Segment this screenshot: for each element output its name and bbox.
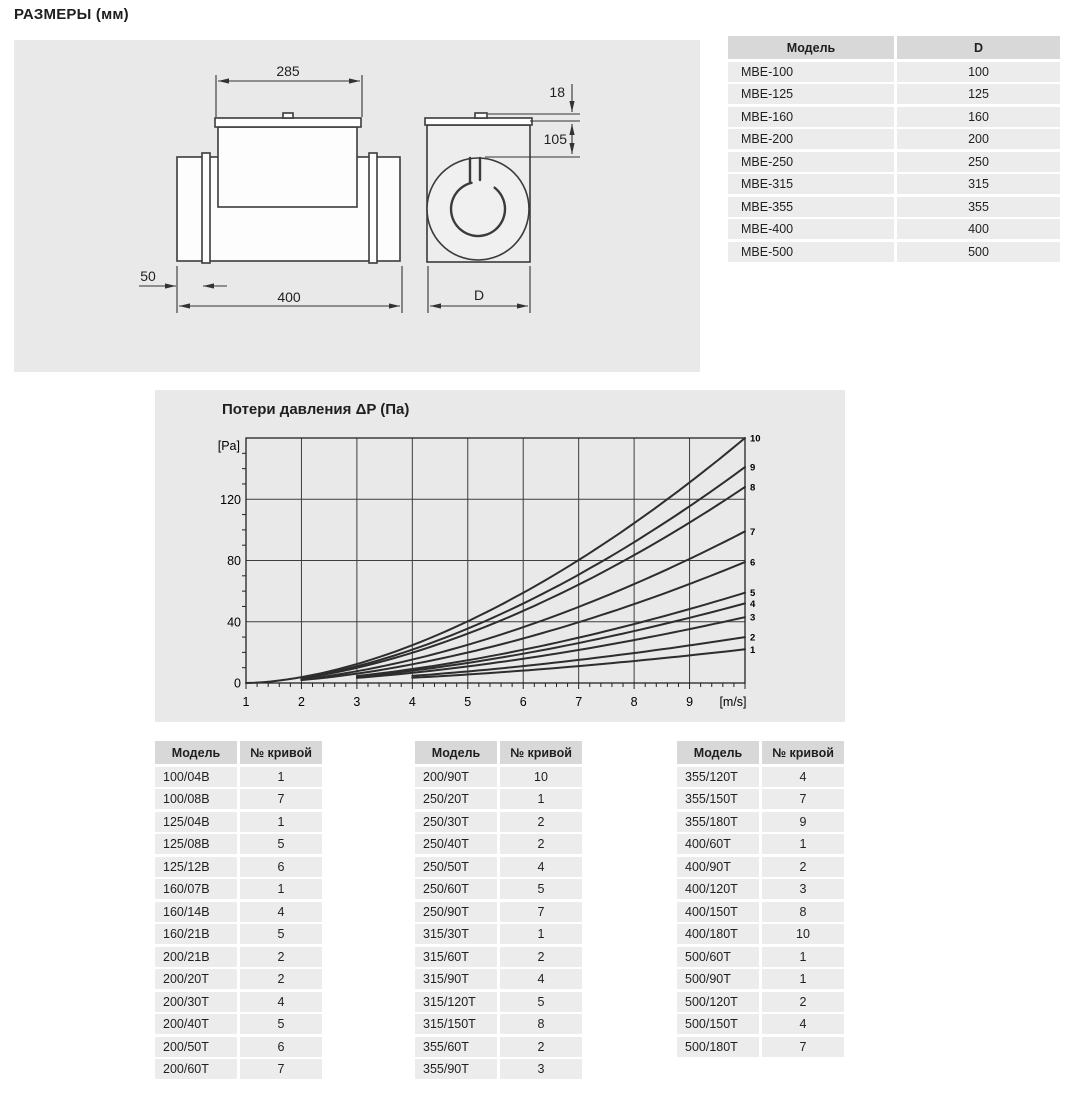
table-row <box>677 789 844 809</box>
table-row <box>415 1059 582 1079</box>
value-cell: 7 <box>500 902 582 922</box>
model-cell: 200/90T <box>415 767 497 787</box>
model-cell: 400/120T <box>677 879 759 899</box>
x-tick-label: 3 <box>353 695 361 709</box>
model-cell: 100/04B <box>155 767 237 787</box>
value-cell: 4 <box>500 857 582 877</box>
chart-title: Потери давления ΔP (Па) <box>222 401 410 418</box>
table-row <box>155 812 322 832</box>
curve-label-10: 10 <box>750 433 761 445</box>
box-lid <box>215 118 361 127</box>
table-header-row <box>728 36 1060 59</box>
model-cell: 100/08B <box>155 789 237 809</box>
curve-4 <box>357 603 745 676</box>
value-cell: 3 <box>500 1059 582 1079</box>
value-cell: 8 <box>500 1014 582 1034</box>
model-cell: 500/150T <box>677 1014 759 1034</box>
curve-label-1: 1 <box>750 644 756 656</box>
x-tick-label: 9 <box>686 695 694 709</box>
value-cell: 1 <box>500 789 582 809</box>
model-cell: MBE-125 <box>728 84 894 104</box>
model-cell: MBE-160 <box>728 107 894 127</box>
dim-label-50: 50 <box>140 268 156 284</box>
table-row <box>677 947 844 967</box>
model-cell: MBE-500 <box>728 242 894 262</box>
value-cell: 4 <box>762 1014 844 1034</box>
model-cell: 125/08B <box>155 834 237 854</box>
table-row <box>728 174 1060 194</box>
model-cell: 355/180T <box>677 812 759 832</box>
value-cell: 1 <box>762 969 844 989</box>
end-lid-knob <box>475 113 487 118</box>
table-header-row <box>677 741 844 764</box>
table-row <box>415 812 582 832</box>
value-cell: 1 <box>240 812 322 832</box>
y-axis-unit: [Pa] <box>217 439 240 453</box>
value-cell: 100 <box>897 62 1060 82</box>
end-lid <box>425 118 532 125</box>
value-cell: 10 <box>762 924 844 944</box>
model-cell: 400/150T <box>677 902 759 922</box>
table-row <box>728 84 1060 104</box>
value-cell: 125 <box>897 84 1060 104</box>
table-row <box>155 767 322 787</box>
model-cell: 125/12B <box>155 857 237 877</box>
value-cell: 1 <box>500 924 582 944</box>
value-cell: 4 <box>500 969 582 989</box>
table-row <box>155 879 322 899</box>
model-cell: 500/60T <box>677 947 759 967</box>
table-row <box>728 219 1060 239</box>
table-row <box>677 924 844 944</box>
model-cell: MBE-250 <box>728 152 894 172</box>
table-row <box>415 879 582 899</box>
value-cell: 160 <box>897 107 1060 127</box>
value-cell: 4 <box>240 902 322 922</box>
table-row <box>155 1037 322 1057</box>
table-row <box>415 1014 582 1034</box>
duct-circle <box>427 158 529 260</box>
value-cell: 2 <box>762 992 844 1012</box>
model-cell: 315/150T <box>415 1014 497 1034</box>
model-cell: MBE-100 <box>728 62 894 82</box>
lid-knob <box>283 113 293 118</box>
x-tick-label: 7 <box>575 695 583 709</box>
x-tick-label: 4 <box>408 695 416 709</box>
table-header-row <box>155 741 322 764</box>
x-tick-label: 1 <box>242 695 250 709</box>
table-row <box>155 992 322 1012</box>
curve-label-3: 3 <box>750 612 756 624</box>
model-cell: 500/180T <box>677 1037 759 1057</box>
value-cell: 355 <box>897 197 1060 217</box>
model-cell: 400/90T <box>677 857 759 877</box>
value-cell: 1 <box>240 879 322 899</box>
flange-right <box>369 153 377 263</box>
table-row <box>155 947 322 967</box>
value-cell: 8 <box>762 902 844 922</box>
model-cell: 315/30T <box>415 924 497 944</box>
table-row <box>728 62 1060 82</box>
value-cell: 400 <box>897 219 1060 239</box>
curve-label-4: 4 <box>750 598 756 610</box>
x-tick-label: 5 <box>464 695 472 709</box>
value-cell: 4 <box>762 767 844 787</box>
table-row <box>415 1037 582 1057</box>
value-cell: 7 <box>240 1059 322 1079</box>
table-row <box>415 767 582 787</box>
column-header: D <box>897 36 1060 59</box>
table-row <box>155 857 322 877</box>
table-header-row <box>415 741 582 764</box>
column-header: Модель <box>415 741 497 764</box>
model-cell: 200/60T <box>155 1059 237 1079</box>
dim-label-18: 18 <box>549 84 565 100</box>
pressure-loss-chart <box>155 390 845 722</box>
table-row <box>415 969 582 989</box>
column-header: Модель <box>728 36 894 59</box>
value-cell: 315 <box>897 174 1060 194</box>
model-cell: MBE-400 <box>728 219 894 239</box>
model-cell: 355/90T <box>415 1059 497 1079</box>
column-header: Модель <box>677 741 759 764</box>
value-cell: 2 <box>500 947 582 967</box>
table-row <box>155 834 322 854</box>
dim-label-285: 285 <box>276 63 300 79</box>
table-row <box>415 902 582 922</box>
value-cell: 2 <box>500 834 582 854</box>
value-cell: 1 <box>240 767 322 787</box>
value-cell: 200 <box>897 129 1060 149</box>
x-axis-unit: [m/s] <box>719 695 747 709</box>
table-row <box>677 857 844 877</box>
technical-drawing <box>14 40 700 372</box>
table-row <box>677 992 844 1012</box>
y-tick-label: 120 <box>220 492 241 507</box>
model-cell: 160/21B <box>155 924 237 944</box>
value-cell: 7 <box>762 789 844 809</box>
model-cell: MBE-200 <box>728 129 894 149</box>
table-row <box>415 857 582 877</box>
table-row <box>415 947 582 967</box>
pressure-loss-chart-panel <box>155 390 845 722</box>
table-row <box>677 834 844 854</box>
table-row <box>728 197 1060 217</box>
side-view <box>139 63 402 313</box>
model-cell: 400/60T <box>677 834 759 854</box>
curve-label-2: 2 <box>750 632 756 644</box>
model-cell: 250/90T <box>415 902 497 922</box>
dim-label-105: 105 <box>543 131 567 147</box>
x-tick-label: 2 <box>297 695 305 709</box>
curve-label-9: 9 <box>750 462 756 474</box>
column-header: Модель <box>155 741 237 764</box>
table-row <box>155 924 322 944</box>
model-diameter-table <box>728 36 1060 264</box>
value-cell: 5 <box>240 834 322 854</box>
table-row <box>677 812 844 832</box>
connection-box <box>218 127 357 207</box>
curve-table-left <box>155 741 322 1082</box>
model-cell: 315/120T <box>415 992 497 1012</box>
value-cell: 7 <box>762 1037 844 1057</box>
model-cell: 500/120T <box>677 992 759 1012</box>
end-view <box>425 84 580 313</box>
x-tick-label: 6 <box>519 695 527 709</box>
model-cell: MBE-315 <box>728 174 894 194</box>
value-cell: 5 <box>500 992 582 1012</box>
model-cell: 500/90T <box>677 969 759 989</box>
value-cell: 7 <box>240 789 322 809</box>
value-cell: 3 <box>762 879 844 899</box>
value-cell: 9 <box>762 812 844 832</box>
table-row <box>728 152 1060 172</box>
value-cell: 6 <box>240 857 322 877</box>
table-row <box>677 969 844 989</box>
table-row <box>415 924 582 944</box>
column-header: № кривой <box>500 741 582 764</box>
table-row <box>415 789 582 809</box>
value-cell: 5 <box>240 924 322 944</box>
curve-label-7: 7 <box>750 526 756 538</box>
flange-left <box>202 153 210 263</box>
model-cell: 200/30T <box>155 992 237 1012</box>
page-title: РАЗМЕРЫ (мм) <box>14 6 129 23</box>
table-row <box>728 107 1060 127</box>
table-row <box>728 129 1060 149</box>
value-cell: 250 <box>897 152 1060 172</box>
table-row <box>155 969 322 989</box>
curve-label-8: 8 <box>750 482 756 494</box>
y-tick-label: 0 <box>234 676 241 691</box>
value-cell: 5 <box>240 1014 322 1034</box>
model-cell: 250/50T <box>415 857 497 877</box>
curve-label-5: 5 <box>750 588 756 600</box>
value-cell: 2 <box>500 1037 582 1057</box>
dim-label-400: 400 <box>277 289 301 305</box>
model-cell: 200/20T <box>155 969 237 989</box>
model-cell: 250/20T <box>415 789 497 809</box>
dimensions-drawing-panel <box>14 40 700 372</box>
table-row <box>677 879 844 899</box>
table-row <box>155 902 322 922</box>
table-row <box>155 789 322 809</box>
value-cell: 6 <box>240 1037 322 1057</box>
model-cell: 315/90T <box>415 969 497 989</box>
model-cell: 315/60T <box>415 947 497 967</box>
value-cell: 4 <box>240 992 322 1012</box>
table-row <box>415 992 582 1012</box>
model-cell: 400/180T <box>677 924 759 944</box>
value-cell: 10 <box>500 767 582 787</box>
model-cell: 250/30T <box>415 812 497 832</box>
curve-table-middle <box>415 741 582 1082</box>
x-tick-label: 8 <box>630 695 638 709</box>
value-cell: 500 <box>897 242 1060 262</box>
dim-label-D: D <box>473 287 485 303</box>
column-header: № кривой <box>762 741 844 764</box>
table-row <box>677 902 844 922</box>
value-cell: 2 <box>240 969 322 989</box>
value-cell: 1 <box>762 834 844 854</box>
curve-table-right <box>677 741 844 1059</box>
model-cell: 250/40T <box>415 834 497 854</box>
value-cell: 2 <box>240 947 322 967</box>
model-cell: 200/21B <box>155 947 237 967</box>
model-cell: 200/40T <box>155 1014 237 1034</box>
value-cell: 1 <box>762 947 844 967</box>
model-cell: 250/60T <box>415 879 497 899</box>
column-header: № кривой <box>240 741 322 764</box>
model-cell: 355/120T <box>677 767 759 787</box>
table-row <box>677 1037 844 1057</box>
table-row <box>415 834 582 854</box>
table-row <box>728 242 1060 262</box>
value-cell: 5 <box>500 879 582 899</box>
y-tick-label: 40 <box>227 615 241 630</box>
model-cell: 160/07B <box>155 879 237 899</box>
model-cell: 355/60T <box>415 1037 497 1057</box>
model-cell: 160/14B <box>155 902 237 922</box>
model-cell: 125/04B <box>155 812 237 832</box>
y-tick-label: 80 <box>227 554 241 568</box>
table-row <box>155 1014 322 1034</box>
model-cell: MBE-355 <box>728 197 894 217</box>
curve-label-6: 6 <box>750 557 756 569</box>
model-cell: 355/150T <box>677 789 759 809</box>
value-cell: 2 <box>500 812 582 832</box>
value-cell: 2 <box>762 857 844 877</box>
table-row <box>155 1059 322 1079</box>
model-cell: 200/50T <box>155 1037 237 1057</box>
table-row <box>677 1014 844 1034</box>
table-row <box>677 767 844 787</box>
